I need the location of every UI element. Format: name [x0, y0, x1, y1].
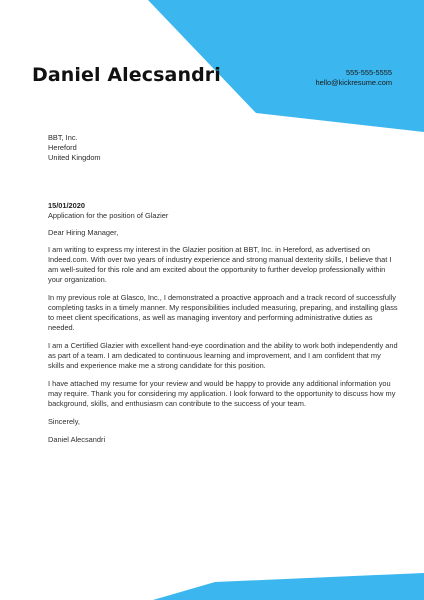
letter-signature: Daniel Alecsandri: [48, 435, 106, 444]
contact-info: [315, 68, 392, 88]
letter-subject: Application for the position of Glazier: [48, 211, 169, 220]
applicant-name: Daniel Alecsandri: [32, 64, 221, 86]
letter-date: 15/01/2020: [48, 201, 85, 210]
letter-greeting: Dear Hiring Manager,: [48, 228, 119, 237]
email-address[interactable]: hello@kickresume.com: [315, 78, 392, 87]
paragraph-experience: In my previous role at Glasco, Inc., I demonstrated a proactive approach and a track record of successfully completing tasks in a timely manner. My responsibilities included measuring, preparing, and installing glass to meet client specifications, as well as managing inventory and performing administrative duties as needed.: [48, 293, 398, 332]
recipient-city: Hereford: [48, 143, 77, 152]
paragraph-conclusion: I have attached my resume for your review and would be happy to provide any additional information you may require. Thank you for considering my application. I look forward to the opportunity to discuss how my background, skills, and enthusiasm can contribute to the success of your team.: [48, 379, 396, 408]
recipient-country: United Kingdom: [48, 153, 101, 162]
paragraph-skills: I am a Certified Glazier with excellent hand-eye coordination and the ability to work both independently and as part of a team. I am dedicated to continuous learning and improvement, and I am confident that my skills and experience make me a strong candidate for this position.: [48, 341, 398, 370]
recipient-company: BBT, Inc.: [48, 133, 78, 142]
letter-closing: Sincerely,: [48, 417, 80, 426]
paragraph-intro: I am writing to express my interest in the Glazier position at BBT, Inc. in Hereford, as advertised on Indeed.com. With over two years of industry experience and strong manual dexterity skills, I believe that I am well-suited for this role and am excited about the opportunity to further develop professionally within your organization.: [48, 245, 392, 284]
letter-body: [48, 201, 398, 445]
phone-number[interactable]: 555-555-5555: [345, 68, 392, 77]
bottom-accent-shape: [153, 573, 424, 600]
recipient-address: [48, 133, 101, 163]
